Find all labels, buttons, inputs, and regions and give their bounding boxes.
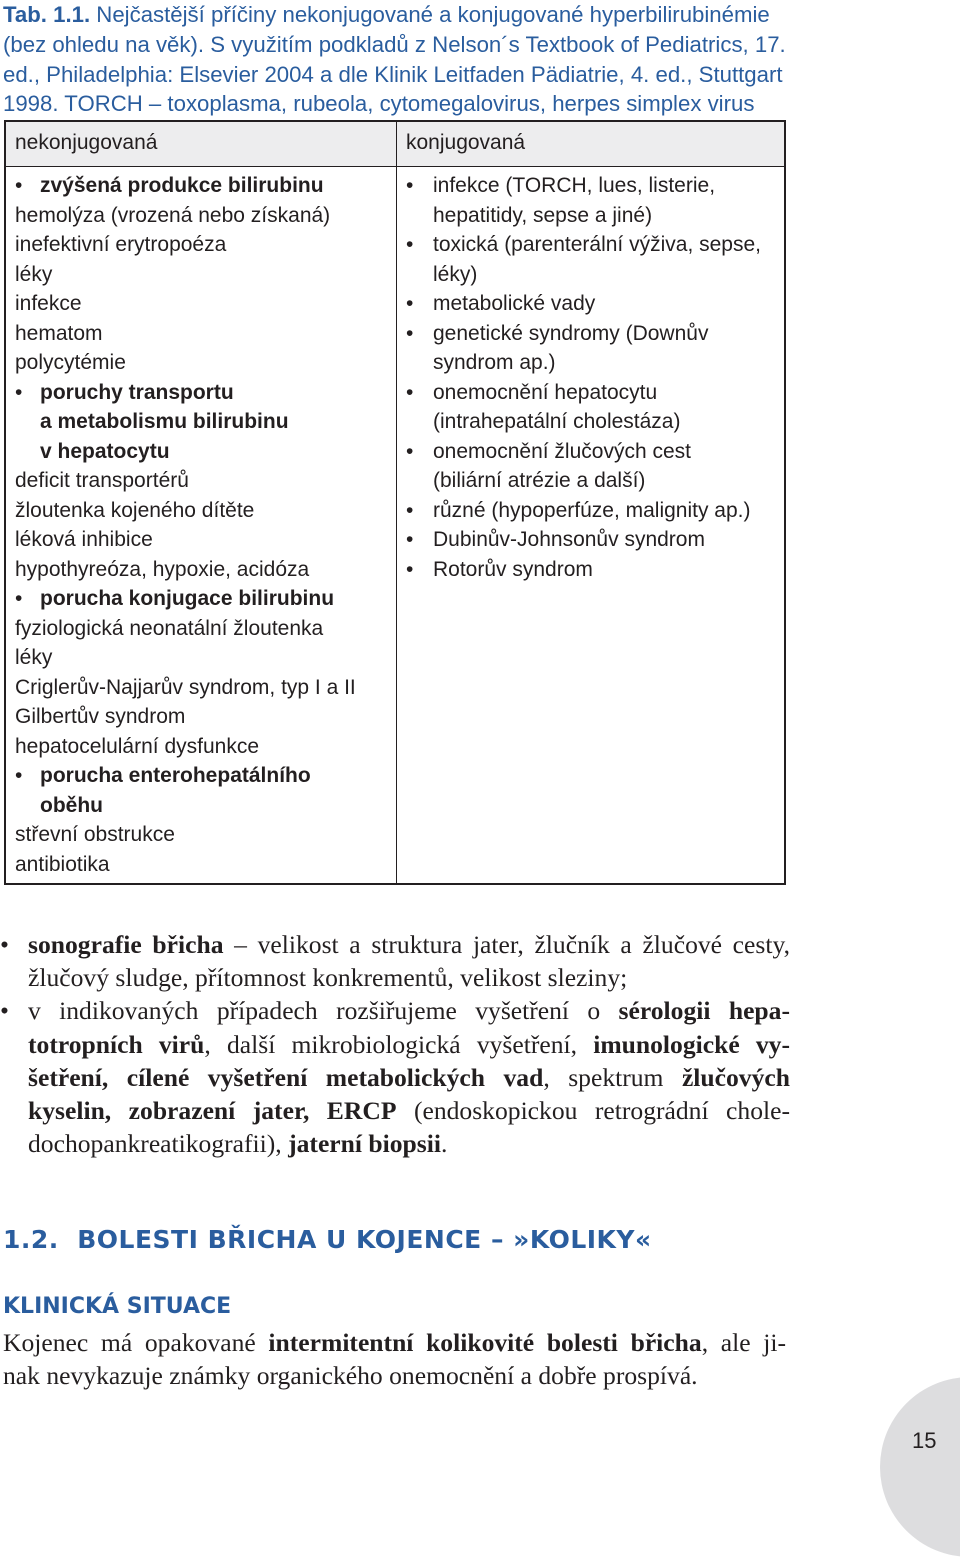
clinical-situation-heading: KLINICKÁ SITUACE — [3, 1294, 232, 1319]
text-line: sonografie břicha – velikost a struktura jater, žlučník a žlučové cesty, — [28, 930, 791, 959]
caption-line: (bez ohledu na věk). S využitím podkladů z Nelson´s Textbook of Pediatrics, 17. — [3, 31, 786, 57]
text-line: nak nevykazuje známky organického onemocnění a dobře prospívá. — [3, 1361, 698, 1390]
bullet-icon: • — [15, 587, 23, 610]
conjugated-column — [406, 171, 761, 584]
bullet-icon: • — [406, 321, 414, 345]
list-item: • genetické syndromy (Downův — [406, 319, 761, 349]
text-line: totropních virů, další mikrobiologická vyšetření, imunologické vy- — [28, 1029, 790, 1059]
list-item: • onemocnění žlučových cest — [406, 437, 761, 467]
unconjugated-column — [15, 171, 356, 879]
section-heading — [3, 1225, 652, 1254]
text-line: žlučový sludge, přítomnost konkrementů, velikost sleziny; — [28, 963, 628, 993]
bullet-paragraph — [0, 994, 790, 1160]
list-item: • infekce (TORCH, lues, listerie, — [406, 171, 761, 201]
category-heading: • zvýšená produkce bilirubinu — [15, 171, 356, 201]
list-item: • Dubinův-Johnsonův syndrom — [406, 525, 761, 555]
list-item-cont: syndrom ap.) — [433, 351, 556, 374]
bullet-icon: • — [0, 930, 9, 959]
page-corner-decoration — [880, 1377, 960, 1557]
text-line: v indikovaných případech rozšiřujeme vyšetření o sérologii hepa- — [28, 996, 790, 1026]
text-line: dochopankreatikografii), jaterní biopsii. — [28, 1129, 448, 1159]
caption-line: ed., Philadelphia: Elsevier 2004 a dle Klinik Leitfaden Pädiatrie, 4. ed., Stuttgart — [3, 61, 783, 87]
bullet-paragraph — [0, 928, 790, 994]
diagnostics-paragraph — [0, 928, 790, 1160]
bullet-icon: • — [406, 498, 414, 522]
category-heading-cont: oběhu — [40, 793, 103, 817]
list-item: hematom — [15, 321, 103, 345]
category-heading-cont: v hepatocytu — [40, 439, 170, 463]
list-item: • metabolické vady — [406, 289, 761, 319]
category-heading: • porucha enterohepatálního — [15, 761, 356, 791]
section-number: 1.2. — [3, 1225, 59, 1254]
caption-label: Tab. 1.1. — [3, 2, 91, 27]
clinical-situation-text — [3, 1326, 786, 1392]
text-line: šetření, cílené vyšetření metabolických vad, spektrum žlučových — [28, 1062, 790, 1092]
bullet-icon: • — [15, 380, 23, 404]
bullet-icon: • — [406, 233, 414, 256]
list-item: • Rotorův syndrom — [406, 555, 761, 585]
list-item: polycytémie — [15, 351, 126, 374]
list-item: Criglerův-Najjarův syndrom, typ I a II — [15, 675, 356, 699]
bullet-icon: • — [406, 380, 414, 404]
list-item: Gilbertův syndrom — [15, 705, 186, 728]
bullet-icon: • — [15, 764, 23, 787]
header-conjugated: konjugovaná — [406, 131, 526, 154]
category-heading: • poruchy transportu — [15, 378, 356, 408]
bullet-icon: • — [0, 996, 9, 1026]
list-item: střevní obstrukce — [15, 823, 175, 846]
column-divider — [396, 122, 397, 883]
category-heading: • porucha konjugace bilirubinu — [15, 584, 356, 614]
list-item: antibiotika — [15, 852, 110, 876]
category-heading-cont: a metabolismu bilirubinu — [40, 410, 289, 433]
list-item: léky — [15, 262, 53, 286]
bullet-icon: • — [406, 174, 414, 197]
list-item: • onemocnění hepatocytu — [406, 378, 761, 408]
header-unconjugated: nekonjugovaná — [15, 131, 158, 154]
table-caption — [3, 0, 803, 119]
caption-line: 1998. TORCH – toxoplasma, rubeola, cytomegalovirus, herpes simplex virus — [3, 91, 755, 117]
list-item: žloutenka kojeného dítěte — [15, 498, 255, 522]
list-item: infekce — [15, 292, 82, 315]
list-item: • toxická (parenterální výživa, sepse, — [406, 230, 761, 260]
list-item: inefektivní erytropoéza — [15, 233, 227, 256]
page-number: 15 — [912, 1428, 937, 1453]
list-item-cont: léky) — [433, 262, 478, 286]
caption-line: Nejčastější příčiny nekonjugované a konjugované hyperbilirubinémie — [90, 2, 770, 27]
list-item: léková inhibice — [15, 528, 153, 551]
bullet-icon: • — [406, 292, 414, 315]
list-item: deficit transportérů — [15, 469, 189, 492]
bullet-icon: • — [406, 557, 414, 581]
list-item: hepatocelulární dysfunkce — [15, 734, 259, 758]
list-item: fyziologická neonatální žloutenka — [15, 616, 324, 640]
list-item: hypothyreóza, hypoxie, acidóza — [15, 557, 310, 581]
bullet-icon: • — [406, 439, 414, 463]
list-item-cont: hepatitidy, sepse a jiné) — [433, 203, 653, 227]
list-item-cont: (intrahepatální cholestáza) — [433, 410, 681, 433]
list-item: hemolýza (vrozená nebo získaná) — [15, 203, 331, 227]
bullet-icon: • — [15, 174, 23, 197]
section-title: BOLESTI BŘICHA U KOJENCE – »KOLIKY« — [77, 1225, 652, 1254]
text-line: kyselin, zobrazení jater, ERCP (endoskopickou retrográdní chole- — [28, 1096, 790, 1126]
list-item: léky — [15, 646, 53, 669]
text-line: Kojenec má opakované intermitentní kolikovité bolesti břicha, ale ji- — [3, 1328, 786, 1357]
list-item: • různé (hypoperfúze, malignity ap.) — [406, 496, 761, 526]
bullet-icon: • — [406, 528, 414, 551]
list-item-cont: (biliární atrézie a další) — [433, 469, 646, 492]
